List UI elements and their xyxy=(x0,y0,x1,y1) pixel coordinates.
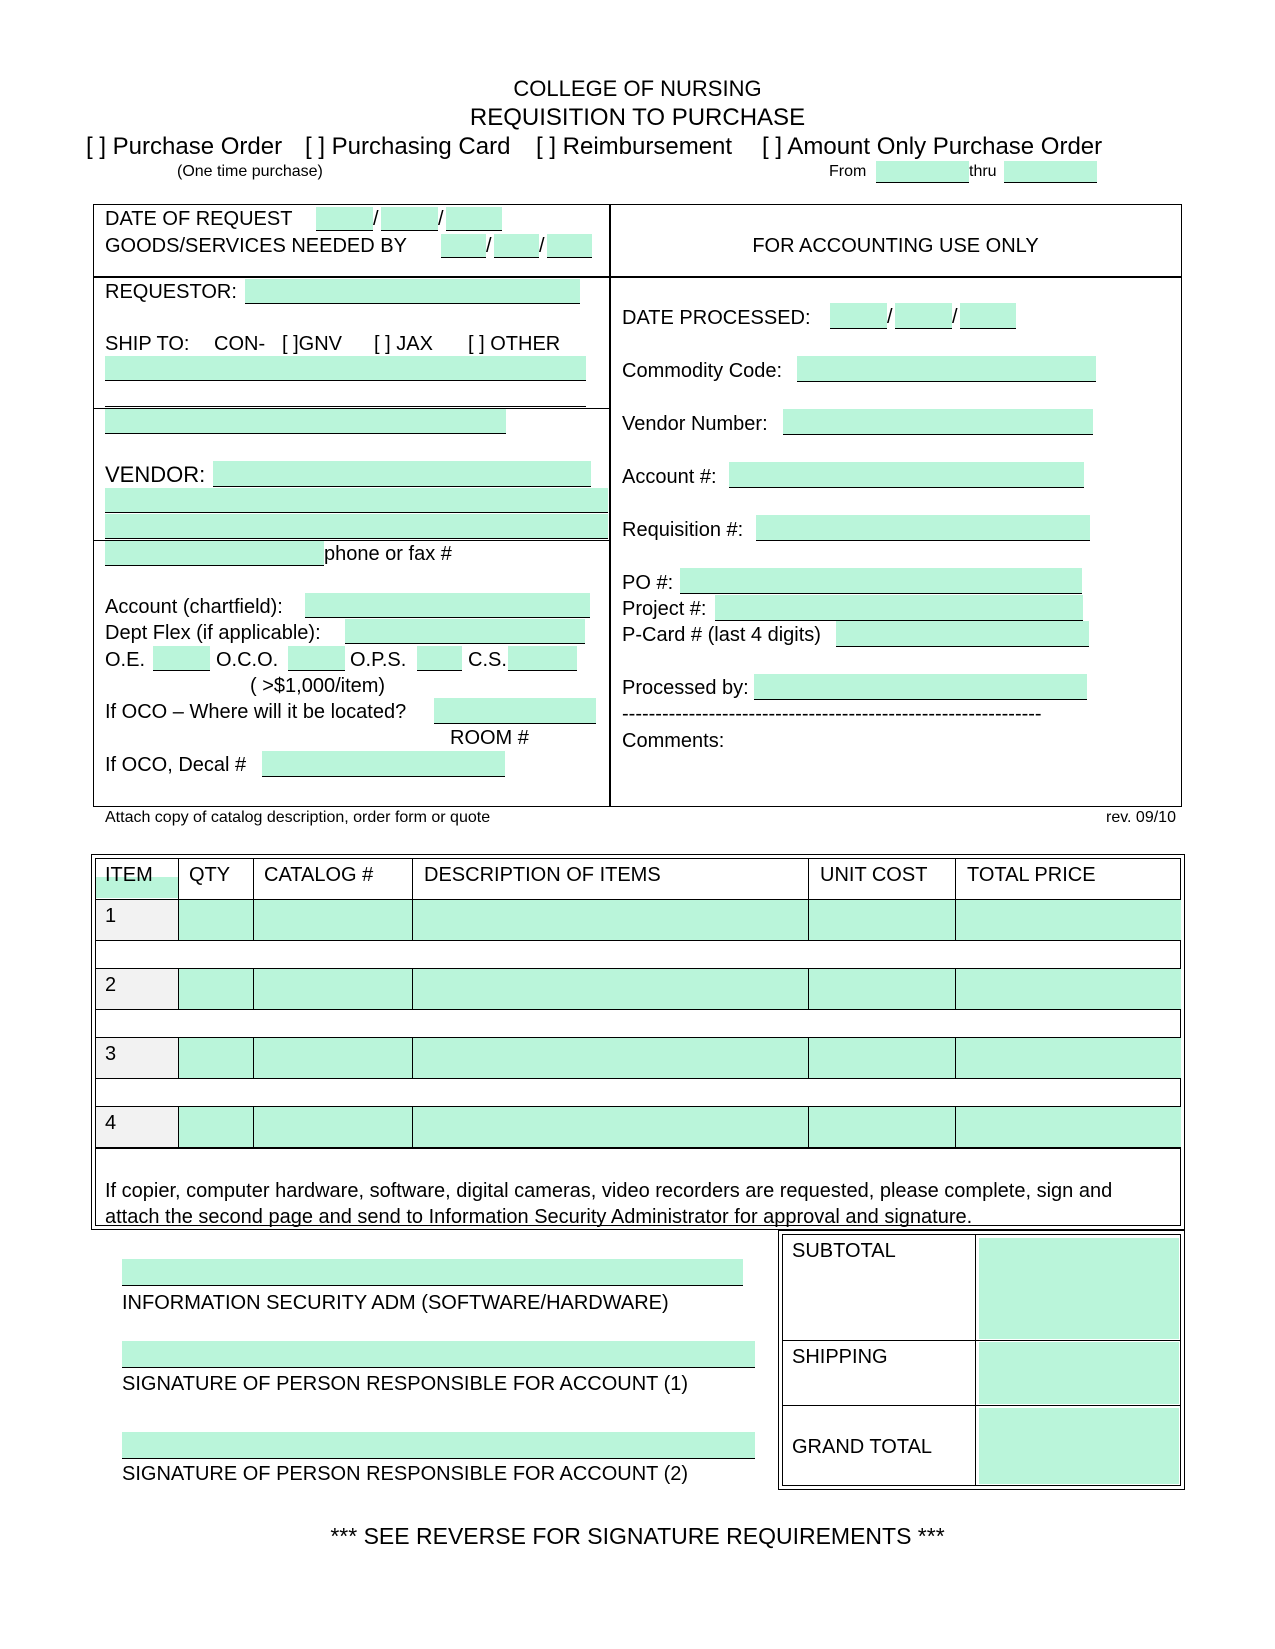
ship-address-line2[interactable] xyxy=(105,406,586,407)
oe-field[interactable] xyxy=(153,646,210,671)
dept-flex-field[interactable] xyxy=(345,619,585,644)
needed-by-month[interactable] xyxy=(441,234,486,258)
oco-location-field[interactable] xyxy=(434,698,596,724)
requisition-number-label: Requisition #: xyxy=(622,519,744,541)
room-label: ROOM # xyxy=(450,727,529,749)
dept-flex-label: Dept Flex (if applicable): xyxy=(105,622,321,644)
date-slash: / xyxy=(486,235,492,257)
po-number-label: PO #: xyxy=(622,572,674,594)
processed-by-label: Processed by: xyxy=(622,677,749,699)
needed-by-year[interactable] xyxy=(547,234,592,258)
isa-signature-label: INFORMATION SECURITY ADM (SOFTWARE/HARDWARE) xyxy=(122,1292,669,1314)
header-col-divider xyxy=(955,858,956,900)
needed-by-day[interactable] xyxy=(494,234,539,258)
date-request-year[interactable] xyxy=(446,207,502,231)
ship-address-line1[interactable] xyxy=(105,356,586,381)
item-number-label: 4 xyxy=(105,1112,117,1134)
commodity-code-field[interactable] xyxy=(797,356,1096,382)
table-col-divider xyxy=(808,900,809,940)
oco-field[interactable] xyxy=(288,646,345,671)
row-3-catalog-field[interactable] xyxy=(254,1038,412,1078)
oco-decal-field[interactable] xyxy=(262,751,505,777)
table-row-line xyxy=(95,1009,1181,1010)
date-request-month[interactable] xyxy=(316,207,373,231)
vendor-number-field[interactable] xyxy=(783,409,1093,435)
goods-needed-by-label: GOODS/SERVICES NEEDED BY xyxy=(105,235,407,257)
dashed-separator: --------------------------------------------------------------- xyxy=(622,703,1042,725)
ship-jax-checkbox[interactable]: [ ] JAX xyxy=(374,333,433,355)
row-1-qty-field[interactable] xyxy=(179,900,253,940)
row-4-qty-field[interactable] xyxy=(179,1107,253,1147)
item-number-label: 2 xyxy=(105,974,117,996)
row-4-unit-cost-field[interactable] xyxy=(809,1107,955,1147)
vendor-address-line2[interactable] xyxy=(105,514,608,539)
reverse-signature-notice: *** SEE REVERSE FOR SIGNATURE REQUIREMENTS *** xyxy=(330,1523,945,1549)
oe-label: O.E. xyxy=(105,649,146,671)
project-number-field[interactable] xyxy=(715,595,1083,621)
commodity-code-label: Commodity Code: xyxy=(622,360,783,382)
header-col-divider xyxy=(412,858,413,900)
table-col-divider xyxy=(412,900,413,940)
oco-label: O.C.O. xyxy=(216,649,279,671)
top-box-horizontal-divider xyxy=(93,276,1182,278)
table-col-divider xyxy=(253,900,254,940)
project-number-label: Project #: xyxy=(622,598,707,620)
account-signature-2-field[interactable] xyxy=(122,1432,755,1459)
account-chartfield-label: Account (chartfield): xyxy=(105,596,283,618)
phone-fax-label: phone or fax # xyxy=(324,543,452,565)
row-3-qty-field[interactable] xyxy=(179,1038,253,1078)
date-processed-day[interactable] xyxy=(895,303,952,329)
row-2-unit-cost-field[interactable] xyxy=(809,969,955,1009)
account-signature-1-field[interactable] xyxy=(122,1341,755,1368)
table-col-divider xyxy=(178,969,179,1009)
pcard-last4-label: P-Card # (last 4 digits) xyxy=(622,624,821,646)
date-slash: / xyxy=(887,306,893,328)
thru-date-field[interactable] xyxy=(1004,161,1097,183)
table-col-divider xyxy=(955,900,956,940)
comments-label: Comments: xyxy=(622,730,725,752)
form-title-line2: REQUISITION TO PURCHASE xyxy=(469,104,806,131)
date-slash: / xyxy=(952,306,958,328)
totals-row-divider-2 xyxy=(782,1405,1181,1406)
cs-field[interactable] xyxy=(508,646,577,671)
table-col-divider xyxy=(253,969,254,1009)
date-processed-year[interactable] xyxy=(960,303,1016,329)
oco-decal-label: If OCO, Decal # xyxy=(105,754,247,776)
row-3-description-field[interactable] xyxy=(413,1038,808,1078)
isa-signature-field[interactable] xyxy=(122,1259,743,1286)
subtotal-field[interactable] xyxy=(979,1238,1179,1339)
vendor-name-field[interactable] xyxy=(213,461,591,487)
grand-total-field[interactable] xyxy=(979,1408,1179,1484)
table-col-divider xyxy=(955,1107,956,1147)
notice-top-line xyxy=(95,1148,1181,1149)
header-description: DESCRIPTION OF ITEMS xyxy=(424,864,661,886)
vendor-phone-fax-field[interactable] xyxy=(105,541,324,566)
table-row-line xyxy=(95,1037,1181,1038)
attach-copy-note: Attach copy of catalog description, order form or quote xyxy=(105,809,491,826)
table-col-divider xyxy=(955,1038,956,1078)
table-col-divider xyxy=(412,1038,413,1078)
table-col-divider xyxy=(253,1107,254,1147)
row-2-description-field[interactable] xyxy=(413,969,808,1009)
ops-field[interactable] xyxy=(417,646,462,671)
vendor-address-line1[interactable] xyxy=(105,488,608,513)
processed-by-field[interactable] xyxy=(754,674,1087,700)
top-box-vertical-divider xyxy=(609,204,611,807)
table-row-line xyxy=(95,968,1181,969)
table-col-divider xyxy=(955,969,956,1009)
requisition-number-field[interactable] xyxy=(756,515,1090,541)
date-request-day[interactable] xyxy=(381,207,438,231)
option-purchasing-card[interactable]: [ ] Purchasing Card xyxy=(305,133,511,160)
table-col-divider xyxy=(178,1038,179,1078)
requestor-field[interactable] xyxy=(245,279,580,304)
row-3-total-price-field[interactable] xyxy=(956,1038,1181,1078)
totals-row-divider-1 xyxy=(782,1340,1181,1341)
cs-label: C.S. xyxy=(468,649,507,671)
shipping-label: SHIPPING xyxy=(792,1346,888,1368)
grand-total-label: GRAND TOTAL xyxy=(792,1436,933,1458)
date-of-request-label: DATE OF REQUEST xyxy=(105,208,293,230)
it-approval-notice-line1: If copier, computer hardware, software, digital cameras, video recorders are requested, please complete, sign and xyxy=(105,1180,1113,1202)
row-2-catalog-field[interactable] xyxy=(254,969,412,1009)
subtotal-label: SUBTOTAL xyxy=(792,1240,896,1262)
row-2-qty-field[interactable] xyxy=(179,969,253,1009)
revision-label: rev. 09/10 xyxy=(1106,809,1176,826)
row-3-unit-cost-field[interactable] xyxy=(809,1038,955,1078)
it-approval-notice-line2: attach the second page and send to Information Security Administrator for approval and signature. xyxy=(105,1206,973,1228)
date-slash: / xyxy=(438,208,444,230)
table-row-line xyxy=(95,1106,1181,1107)
account-number-field[interactable] xyxy=(729,462,1084,488)
table-col-divider xyxy=(178,1107,179,1147)
row-1-catalog-field[interactable] xyxy=(254,900,412,940)
vendor-number-label: Vendor Number: xyxy=(622,413,768,435)
row-4-description-field[interactable] xyxy=(413,1107,808,1147)
totals-col-divider xyxy=(975,1234,976,1486)
account-signature-1-label: SIGNATURE OF PERSON RESPONSIBLE FOR ACCOUNT (1) xyxy=(122,1373,689,1395)
ship-address-line3[interactable] xyxy=(105,409,506,434)
account-signature-2-label: SIGNATURE OF PERSON RESPONSIBLE FOR ACCOUNT (2) xyxy=(122,1463,689,1485)
date-slash: / xyxy=(373,208,379,230)
table-col-divider xyxy=(178,900,179,940)
one-time-purchase-note: (One time purchase) xyxy=(177,163,323,180)
header-col-divider xyxy=(178,858,179,900)
row-1-unit-cost-field[interactable] xyxy=(809,900,955,940)
header-col-divider xyxy=(253,858,254,900)
row-1-description-field[interactable] xyxy=(413,900,808,940)
ship-gnv-checkbox[interactable]: [ ]GNV xyxy=(282,333,343,355)
row-1-total-price-field[interactable] xyxy=(956,900,1181,940)
table-col-divider xyxy=(412,1107,413,1147)
date-processed-month[interactable] xyxy=(830,303,887,329)
table-col-divider xyxy=(412,969,413,1009)
thru-label: thru xyxy=(969,163,997,180)
header-col-divider xyxy=(808,858,809,900)
ship-to-label: SHIP TO: xyxy=(105,333,190,355)
row-2-total-price-field[interactable] xyxy=(956,969,1181,1009)
table-col-divider xyxy=(253,1038,254,1078)
table-col-divider xyxy=(808,969,809,1009)
ship-other-checkbox[interactable]: [ ] OTHER xyxy=(468,333,561,355)
vendor-label: VENDOR: xyxy=(105,462,206,487)
header-item: ITEM xyxy=(105,864,153,886)
header-qty: QTY xyxy=(189,864,231,886)
row-4-total-price-field[interactable] xyxy=(956,1107,1181,1147)
accounting-use-title: FOR ACCOUNTING USE ONLY xyxy=(752,235,1039,257)
pcard-last4-field[interactable] xyxy=(836,621,1089,647)
po-number-field[interactable] xyxy=(680,568,1082,594)
row-4-catalog-field[interactable] xyxy=(254,1107,412,1147)
account-chartfield-field[interactable] xyxy=(305,593,590,618)
ops-label: O.P.S. xyxy=(350,649,407,671)
date-processed-label: DATE PROCESSED: xyxy=(622,307,811,329)
oco-threshold-note: ( >$1,000/item) xyxy=(250,675,386,697)
table-col-divider xyxy=(808,1038,809,1078)
ship-con-label: CON- xyxy=(214,333,266,355)
option-reimbursement[interactable]: [ ] Reimbursement xyxy=(536,133,733,160)
option-amount-only-po[interactable]: [ ] Amount Only Purchase Order xyxy=(762,133,1103,160)
item-number-label: 1 xyxy=(105,905,117,927)
option-purchase-order[interactable]: [ ] Purchase Order xyxy=(86,133,283,160)
item-number-label: 3 xyxy=(105,1043,117,1065)
account-number-label: Account #: xyxy=(622,466,717,488)
table-row-line xyxy=(95,940,1181,941)
requestor-label: REQUESTOR: xyxy=(105,281,237,303)
shipping-field[interactable] xyxy=(979,1342,1179,1404)
from-date-field[interactable] xyxy=(876,161,969,183)
table-row-line xyxy=(95,1078,1181,1079)
form-title-line1: COLLEGE OF NURSING xyxy=(513,76,762,101)
from-label: From xyxy=(829,163,867,180)
header-total-price: TOTAL PRICE xyxy=(967,864,1096,886)
table-col-divider xyxy=(808,1107,809,1147)
header-catalog: CATALOG # xyxy=(264,864,374,886)
date-slash: / xyxy=(539,235,545,257)
header-unit-cost: UNIT COST xyxy=(820,864,928,886)
oco-location-label: If OCO – Where will it be located? xyxy=(105,701,407,723)
